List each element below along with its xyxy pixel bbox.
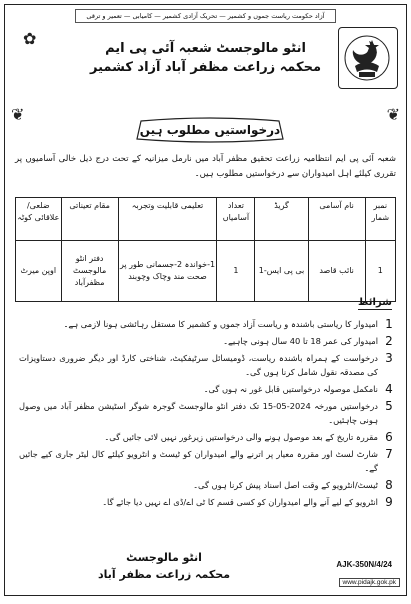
condition-number: 6 xyxy=(385,430,393,444)
condition-text: امیدوار کا ریاستی باشندہ و ریاست آزاد جموں و کشمیر کا مستقل رہائشی ہونا لازمی ہے۔ xyxy=(63,319,378,329)
cell-qualification: 1-خواندہ 2-جسمانی طور پر صحت مند وچاک وچوبند xyxy=(118,241,217,302)
list-item xyxy=(19,478,396,492)
wanted-banner-text: درخواستیں مطلوب ہیں xyxy=(139,123,281,137)
condition-number: 4 xyxy=(385,382,393,396)
condition-text: انٹرویو کے لیے آنے والے امیدواران کو کسی قسم کا ٹی اے/ڈی اے نہیں دیا جائے گا۔ xyxy=(102,497,378,507)
condition-number: 7 xyxy=(385,447,393,461)
cell-quota: اوپن میرٹ xyxy=(16,241,62,302)
table-header-row xyxy=(16,198,396,241)
condition-text: درخواست کے ہمراہ باشندہ ریاست، ڈومیسائل سرٹیفکیٹ، شناختی کارڈ اور دیگر ضروری دستاویزات کی مصدقہ نقول شامل کرنا ہوں گی۔ xyxy=(19,353,378,377)
chinar-leaf-icon: ✿ xyxy=(23,29,37,48)
condition-text: درخواستیں مورخہ 2024-05-15 تک دفتر انٹو مالوجسٹ گوجرہ شوگر اسٹیشن مظفر آباد میں وصول ہونی چاہئیں۔ xyxy=(19,401,378,425)
condition-number: 3 xyxy=(385,351,393,365)
list-item xyxy=(19,351,396,379)
advertisement-page xyxy=(4,4,407,596)
cell-grade: بی پی ایس-1 xyxy=(255,241,308,302)
condition-number: 8 xyxy=(385,478,393,492)
list-item xyxy=(19,334,396,348)
col-header-quota: ضلعی/علاقائی کوٹہ xyxy=(16,198,62,241)
condition-text: ٹیسٹ/انٹرویو کے وقت اصل اسناد پیش کرنا ہوں گی۔ xyxy=(193,480,378,490)
condition-text: شارٹ لسٹ اور مقررہ معیار پر اترنے والے امیدواران کو ٹیسٹ و انٹرویو کیلئے کال لیٹر جاری کیے جائیں گے۔ xyxy=(19,449,378,473)
condition-number: 1 xyxy=(385,317,393,331)
col-header-serial: نمبر شمار xyxy=(365,198,395,241)
cell-count: 1 xyxy=(217,241,255,302)
intro-paragraph: شعبہ آئی پی ایم انتظامیہ زراعت تحقیق مظفر آباد میں نارمل میزانیہ کے تحت درج ذیل خالی آسامیوں پر تقرری کیلئے اہل امیدواران سے درخواستیں مطلوب ہیں۔ xyxy=(15,154,396,179)
list-item xyxy=(19,430,396,444)
col-header-count: تعداد آسامیاں xyxy=(217,198,255,241)
department-line-2: محکمہ زراعت مظفر آباد آزاد کشمیر xyxy=(89,60,322,75)
cell-serial: 1 xyxy=(365,241,395,302)
conditions-heading: شرائط xyxy=(358,297,392,308)
vacancy-table xyxy=(15,197,396,302)
col-header-post: نام آسامی xyxy=(308,198,365,241)
signatory-department: محکمہ زراعت مظفر آباد xyxy=(98,568,230,581)
ajk-emblem-logo xyxy=(338,27,398,89)
table-row xyxy=(16,241,396,302)
chinar-leaf-icon: ❦ xyxy=(386,105,400,124)
condition-number: 2 xyxy=(385,334,393,348)
condition-number: 9 xyxy=(385,495,393,509)
conditions-list xyxy=(19,317,396,512)
department-line-1: انٹو مالوجسٹ شعبہ آئی پی ایم xyxy=(105,41,306,56)
cell-post: نائب قاصد xyxy=(308,241,365,302)
wanted-banner xyxy=(135,117,285,143)
chinar-leaf-icon: ❦ xyxy=(11,105,25,124)
reference-code: AJK-350N/4/24 xyxy=(336,560,392,569)
list-item xyxy=(19,382,396,396)
signature-block xyxy=(89,549,239,583)
col-header-qualification: تعلیمی قابلیت وتجربہ xyxy=(118,198,217,241)
cell-posting-place: دفتر انٹو مالوجسٹ مظفرآباد xyxy=(61,241,118,302)
list-item xyxy=(19,447,396,475)
condition-number: 5 xyxy=(385,399,393,413)
slogan-strip: آزاد حکومت ریاست جموں و کشمیر — تحریک آزادی کشمیر — کامیابی — تعمیر و ترقی xyxy=(75,9,336,23)
department-title xyxy=(85,39,326,77)
signatory-title: انٹو مالوجسٹ xyxy=(126,551,202,564)
condition-text: امیدوار کی عمر 18 تا 40 سال ہونی چاہیے۔ xyxy=(223,336,378,346)
col-header-grade: گریڈ xyxy=(255,198,308,241)
website-link[interactable]: www.pidajk.gok.pk xyxy=(339,578,400,587)
condition-text: مقررہ تاریخ کے بعد موصول ہونے والی درخواستیں زیرغور نہیں لائی جائیں گی۔ xyxy=(104,432,378,442)
list-item xyxy=(19,495,396,509)
condition-text: نامکمل موصولہ درخواستیں قابل غور نہ ہوں گی۔ xyxy=(203,384,378,394)
list-item xyxy=(19,399,396,427)
list-item xyxy=(19,317,396,331)
col-header-posting-place: مقام تعیناتی xyxy=(61,198,118,241)
